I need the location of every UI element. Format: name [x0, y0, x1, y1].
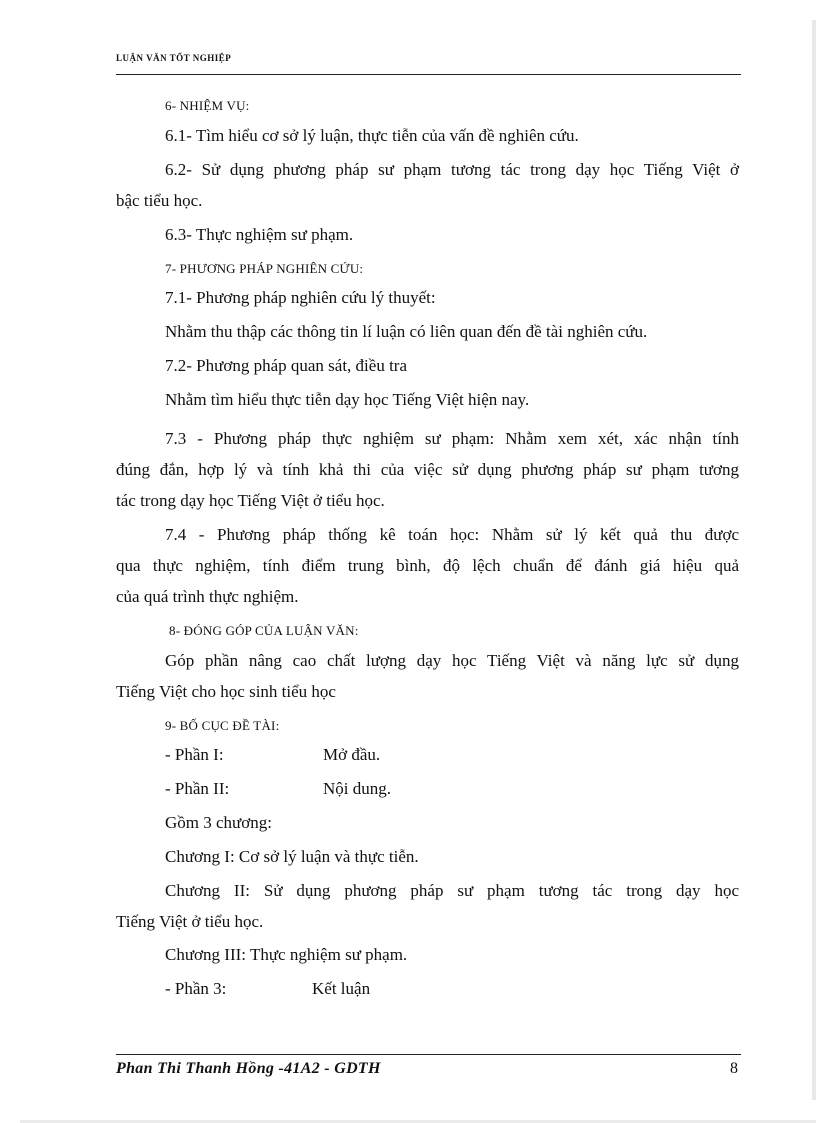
- section-7-heading: 7- PHƯƠNG PHÁP NGHIÊN CỨU:: [165, 261, 364, 276]
- section-6-heading: 6- NHIỆM VỤ:: [165, 98, 250, 113]
- part-2-value: Nội dung.: [323, 779, 391, 798]
- chapter-3: Chương III: Thực nghiệm sư phạm.: [165, 945, 408, 964]
- section-9-heading: 9- BỐ CỤC ĐỀ TÀI:: [165, 718, 280, 733]
- item-7-4-line-3: của quá trình thực nghiệm.: [116, 587, 299, 606]
- chapter-2-line-1: Chương II: Sử dụng phương pháp sư phạm tương tác trong dạy học: [165, 881, 739, 900]
- item-7-4-line-1: 7.4 - Phương pháp thống kê toán học: Nhằm sử lý kết quả thu được: [165, 525, 739, 544]
- item-7-1-description: Nhằm thu thập các thông tin lí luận có liên quan đến đề tài nghiên cứu.: [165, 322, 648, 341]
- item-7-3-line-3: tác trong dạy học Tiếng Việt ở tiểu học.: [116, 491, 385, 510]
- running-header: LUẬN VĂN TỐT NGHIỆP: [116, 53, 232, 63]
- section-8-line-2: Tiếng Việt cho học sinh tiểu học: [116, 682, 336, 701]
- chapter-2-line-2: Tiếng Việt ở tiểu học.: [116, 912, 264, 931]
- page-shadow-right: [812, 20, 816, 1100]
- part-1-label: - Phần I:: [165, 745, 224, 764]
- part-3-value: Kết luận: [312, 979, 371, 998]
- item-6-3: 6.3- Thực nghiệm sư phạm.: [165, 225, 354, 244]
- item-7-2: 7.2- Phương pháp quan sát, điều tra: [165, 356, 407, 375]
- section-8-line-1: Góp phần nâng cao chất lượng dạy học Tiếng Việt và năng lực sử dụng: [165, 651, 739, 670]
- item-7-3-line-1: 7.3 - Phương pháp thực nghiệm sư phạm: Nhằm xem xét, xác nhận tính: [165, 429, 739, 448]
- part-1-value: Mở đầu.: [323, 745, 381, 764]
- item-7-3-line-2: đúng đắn, hợp lý và tính khả thi của việc sử dụng phương pháp sư phạm tương: [116, 460, 739, 479]
- part-2-label: - Phần II:: [165, 779, 230, 798]
- item-7-1: 7.1- Phương pháp nghiên cứu lý thuyết:: [165, 288, 436, 307]
- item-6-2-line-1: 6.2- Sử dụng phương pháp sư phạm tương tác trong dạy học Tiếng Việt ở: [165, 160, 739, 179]
- item-7-4-line-2: qua thực nghiệm, tính điểm trung bình, độ lệch chuẩn để đánh giá hiệu quả: [116, 556, 739, 575]
- footer-rule: [116, 1054, 741, 1055]
- chapter-1: Chương I: Cơ sở lý luận và thực tiễn.: [165, 847, 419, 866]
- item-7-2-description: Nhằm tìm hiểu thực tiễn dạy học Tiếng Việt hiện nay.: [165, 390, 530, 409]
- part-3-label: - Phần 3:: [165, 979, 227, 998]
- item-6-2-line-2: bậc tiểu học.: [116, 191, 203, 210]
- section-8-heading: 8- ĐÓNG GÓP CỦA LUẬN VĂN:: [169, 623, 359, 638]
- page-number: 8: [730, 1060, 738, 1077]
- chapters-intro: Gồm 3 chương:: [165, 813, 272, 832]
- header-rule: [116, 74, 741, 75]
- item-6-1: 6.1- Tìm hiểu cơ sở lý luận, thực tiễn của vấn đề nghiên cứu.: [165, 126, 579, 145]
- footer-author: Phan Thi Thanh Hồng -41A2 - GDTH: [116, 1060, 381, 1077]
